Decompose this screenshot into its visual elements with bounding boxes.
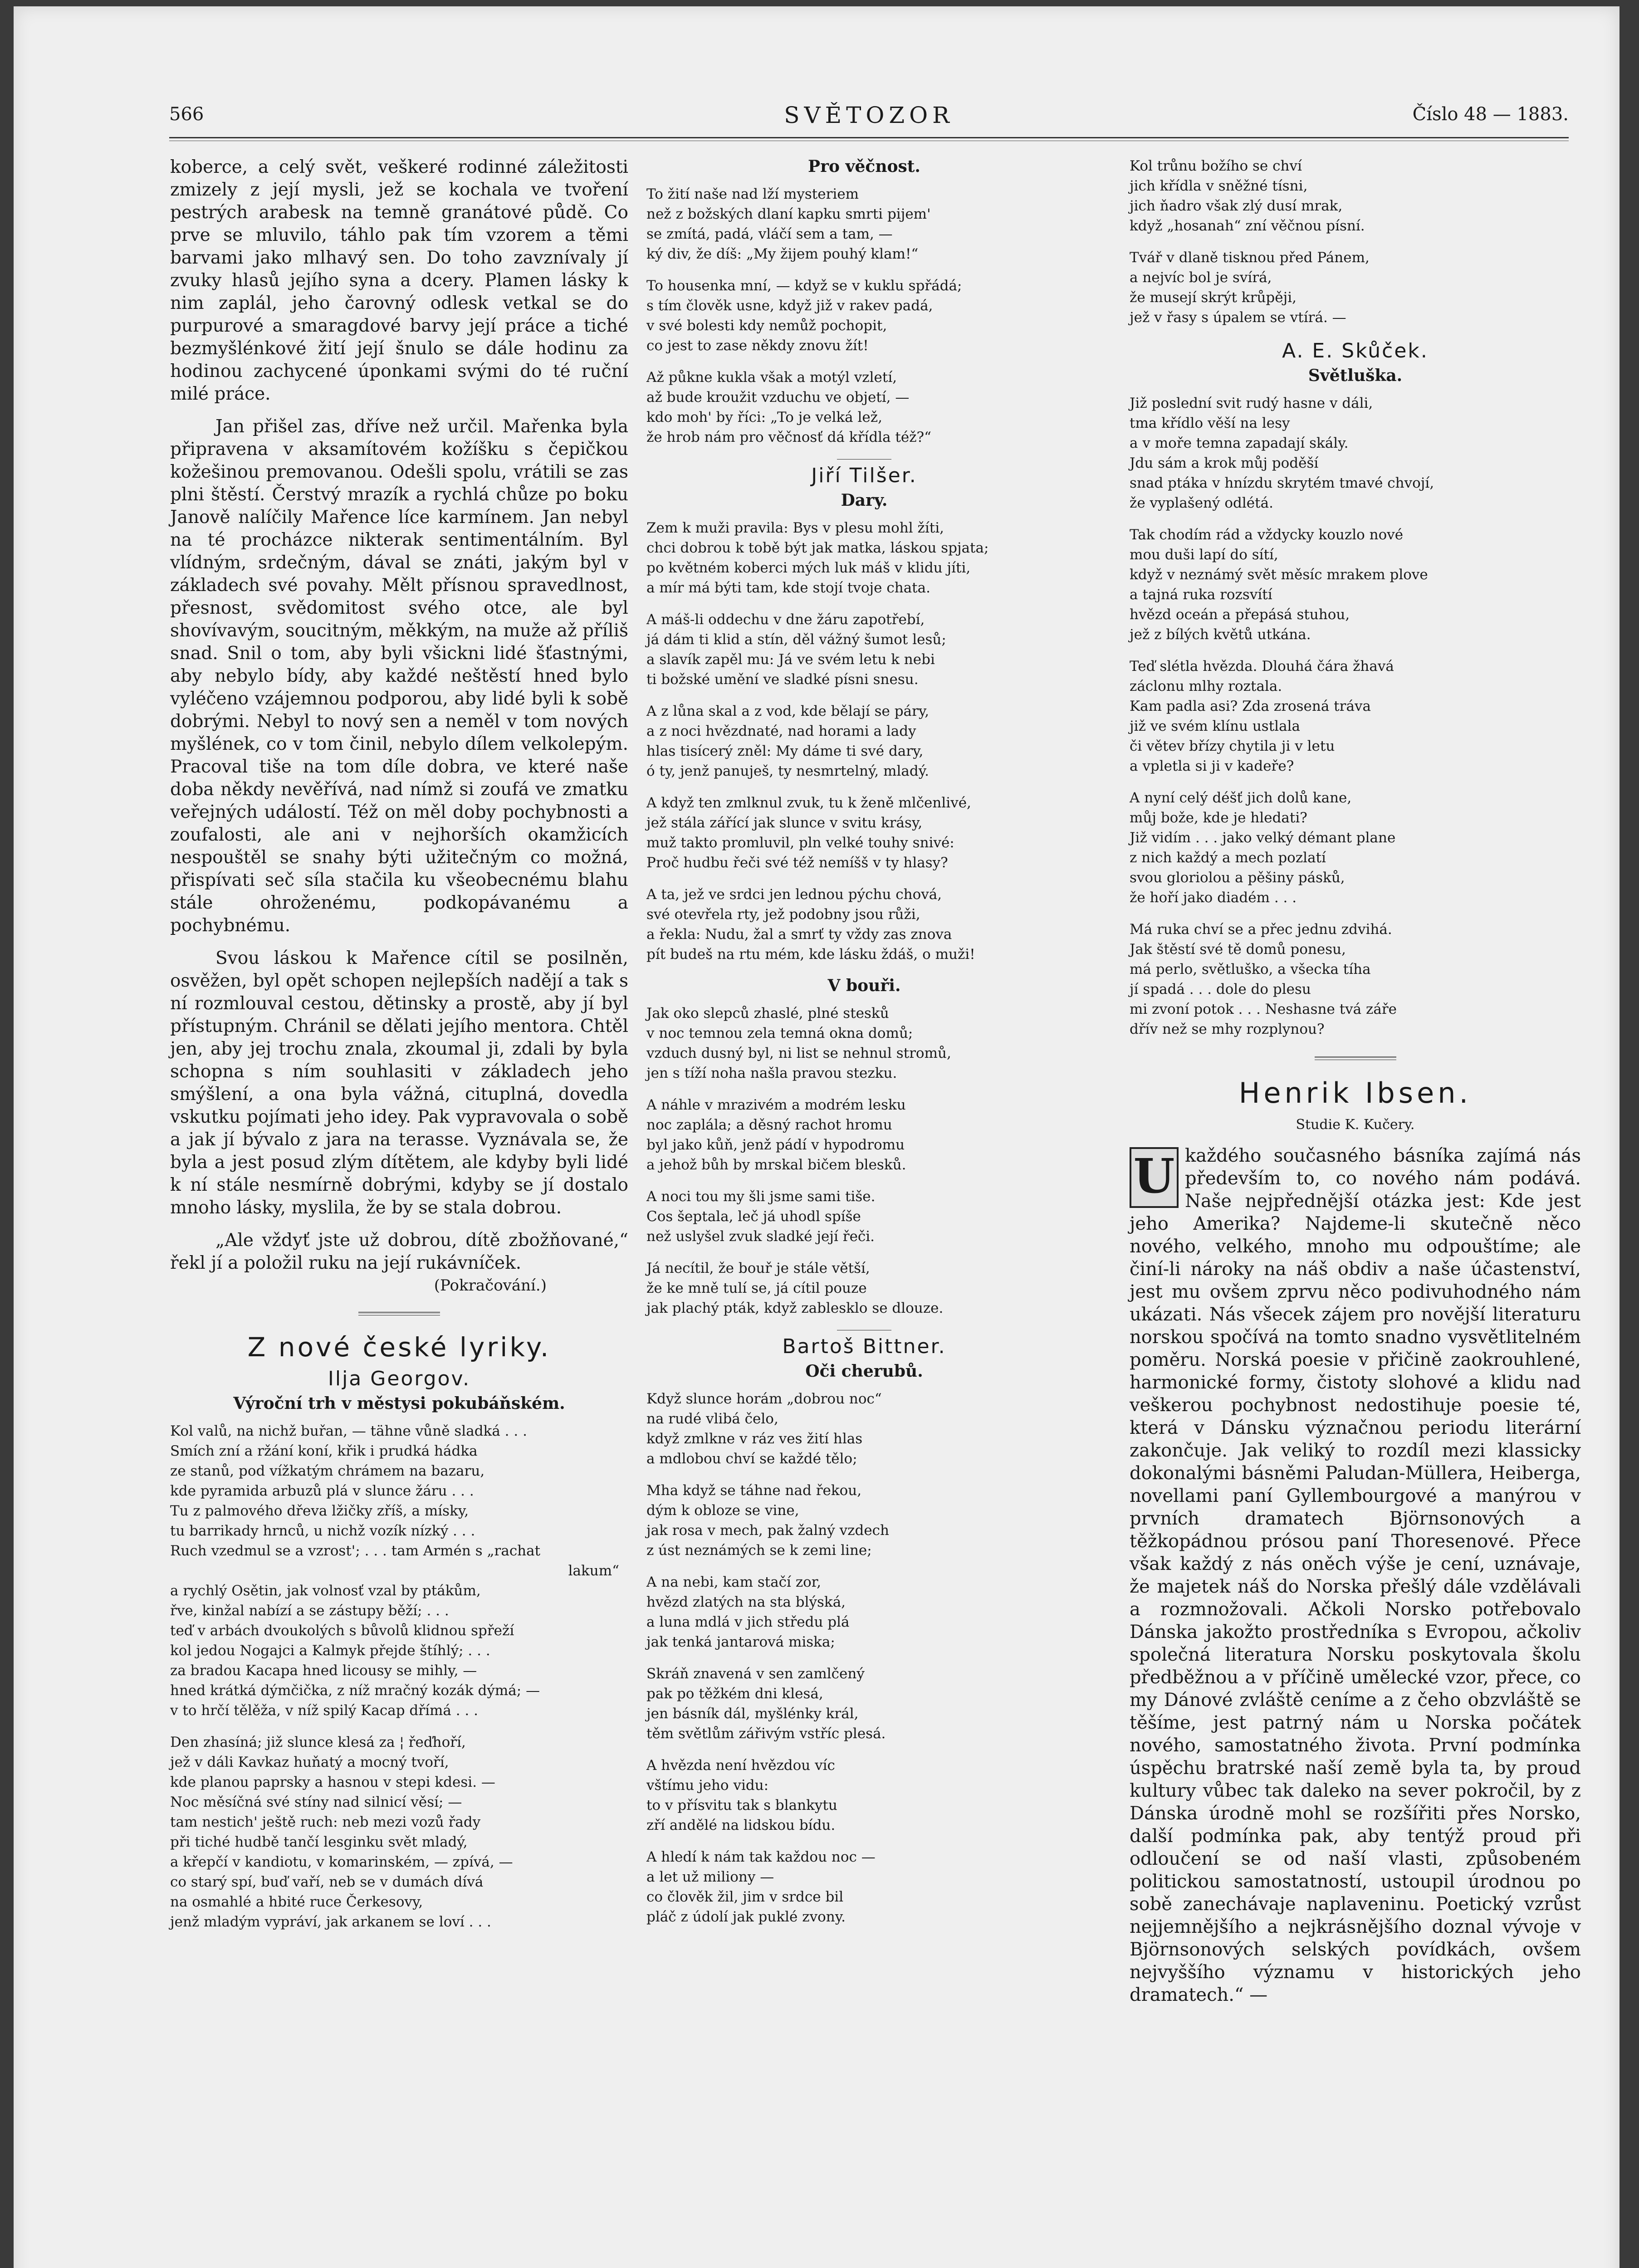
poem-line: A nyní celý déšť jich dolů kane,: [1130, 790, 1352, 806]
poem-line: hvězd zlatých na sta blýská,: [646, 1594, 846, 1610]
poem-line: těm světlům zářivým vstříc plesá.: [646, 1725, 886, 1742]
poem-line: na rudé vlibá čelo,: [646, 1411, 778, 1427]
poem-line: Mha když se táhne nad řekou,: [646, 1482, 862, 1499]
poem-line: a slavík zapěl mu: Já ve svém letu k nebi: [646, 651, 935, 668]
poem-line: A noci tou my šli jsme sami tiše.: [646, 1188, 876, 1205]
stanza: [646, 701, 1082, 781]
poem-line: když v neznámý svět měsíc mrakem plove: [1130, 567, 1428, 583]
stanza: [646, 1389, 1082, 1469]
stanza: [646, 610, 1082, 689]
poem-line: muž takto promluvil, pln velké touhy snivé:: [646, 835, 954, 851]
poem-line: kde pyramida arbuzů plá v slunce žáru . . .: [170, 1483, 474, 1499]
poem-line: co jest to zase někdy znovu žít!: [646, 337, 869, 354]
poem-line: a jehož bůh by mrskal bičem blesků.: [646, 1157, 906, 1173]
poem-line: Když slunce horám „dobrou noc“: [646, 1391, 882, 1407]
poem-line: pláč z údolí jak puklé zvony.: [646, 1909, 846, 1925]
poem-line: jich ňadro však zlý dusí mrak,: [1130, 198, 1343, 214]
poem-line: v to hrčí tělěža, v níž spilý Kacap dřímá . . .: [170, 1702, 478, 1719]
poem-svetluska: [1130, 393, 1581, 1039]
article-subtitle: Studie K. Kučery.: [1296, 1117, 1415, 1133]
article-title: Henrik Ibsen.: [1238, 1076, 1472, 1110]
poem-author: Ilja Georgov.: [328, 1367, 471, 1390]
poem-author: Jiří Tilšer.: [811, 464, 917, 487]
paragraph: „Ale vždyť jste už dobrou, dítě zbožňované,“ řekl jí a položil ruku na její rukávníček.: [170, 1230, 628, 1273]
stanza: [1130, 656, 1581, 776]
poem-line: když zmlkne v ráz ves žití hlas: [646, 1431, 863, 1447]
stanza: [646, 1258, 1082, 1318]
poem-line: mi zvoní potok . . . Neshasne tvá záře: [1130, 1001, 1397, 1017]
poem-line: že hrob nám pro věčnosť dá křídla též?“: [646, 429, 932, 445]
paragraph: Svou láskou k Mařence cítil se posilněn, osvěžen, byl opět schopen nejlepších nadějí a tak s ní rozmlouval cestou, dětinsky a prostě, aby jí byl přístupným. Chránil se dělati jejího mentora. Chtěl jen, aby jej trochu znala, zkoumal ji, zdali by byla schopna s ním souhlasiti v základech jeho smýšlení, a ona byla vážná, cituplná, dovedla vskutku pojímati jeho idey. Pak vypravovala o sobě a jak jí bývalo z jara na terasse. Vyznávala se, že byla a jest posud zlým dítětem, ale kdyby byli lidé k ní stále nesmírně dobrými, kdyby se jí dostalo mnoho lásky, myslila, že by se stala dobrou.: [170, 948, 628, 1218]
poem-line: Cos šeptala, leč já uhodl spíše: [646, 1208, 861, 1225]
poem-line: či větev břízy chytila ji v letu: [1130, 738, 1335, 754]
poem-line: A z lůna skal a z vod, kde bělají se páry,: [646, 703, 930, 719]
poem-line: záclonu mlhy roztala.: [1130, 678, 1282, 694]
stanza: [1130, 788, 1581, 908]
poem-line: Noc měsíčná své stíny nad silnicí věsí; —: [170, 1794, 462, 1810]
stanza: [1130, 393, 1581, 513]
poem-line: dým k obloze se vine,: [646, 1502, 799, 1519]
poem-line: pít budeš na rtu mém, kde lásku ždáš, o muži!: [646, 946, 975, 963]
poem-line: noc zaplála; a děsný rachot hromu: [646, 1117, 892, 1133]
stanza: [646, 1755, 1082, 1835]
poem-line: Den zhasíná; již slunce klesá za ¦ řeďhoří,: [170, 1734, 466, 1750]
poem-line: já dám ti klid a stín, děl vážný šumot lesů;: [646, 631, 946, 648]
poem-line: Kol trůnu božího se chví: [1130, 158, 1302, 174]
poem-line: Až půkne kukla však a motýl vzletí,: [646, 369, 897, 386]
stanza: [170, 1732, 628, 1932]
stanza: [646, 184, 1082, 264]
poem-line: a mdlobou chví se každé tělo;: [646, 1451, 857, 1467]
poem-line: svou gloriolou a pěšiny pásků,: [1130, 870, 1345, 886]
poem-line: jež v dáli Kavkaz huňatý a mocný tvoří,: [170, 1754, 449, 1770]
poem-line: jí spadá . . . dole do plesu: [1130, 981, 1311, 997]
poem-title: V bouři.: [827, 976, 901, 995]
poem-line: jen s tíží noha našla pravou stezku.: [646, 1065, 897, 1081]
poem-line: Jak oko slepců zhaslé, plné stesků: [646, 1005, 889, 1022]
poem-line: Skráň znavená v sen zamlčený: [646, 1666, 865, 1682]
poem-line: jak rosa v mech, pak žalný vzdech: [646, 1522, 889, 1539]
poem-line: a řekla: Nudu, žal a smrť ty vždy zas znova: [646, 926, 952, 943]
poem-line: a let už miliony —: [646, 1869, 774, 1885]
poem-line: jich křídla v sněžné tísni,: [1130, 178, 1308, 194]
section-divider: [358, 1312, 440, 1315]
stanza: [170, 1421, 628, 1721]
stanza: [646, 518, 1082, 598]
poem-line: v noc temnou zela temná okna domů;: [646, 1025, 913, 1041]
novel-continuation: [170, 156, 628, 1295]
poem-line: Proč hudbu řeči své též nemíšš v ty hlasy?: [646, 855, 948, 871]
poem-line: A náhle v mrazivém a modrém lesku: [646, 1097, 906, 1113]
poem-line: A hledí k nám tak každou noc —: [646, 1849, 876, 1865]
paragraph: koberce, a celý svět, veškeré rodinné záležitosti zmizely z její mysli, jež se kochala ve tvoření pestrých arabesk na temně granátové půdě. Co prve se mluvilo, táhlo pak tím vzorem a těmi barvami jako mlhavý sen. Do toho zavznívaly jí zvuky hlasů jejího syna a dcery. Plamen lásky k nim zaplál, jeho čarovný odlesk vetkal se do purpurové a smaragdové barvy její práce a tiché bezmyšlénkové žití její šnulo se dále hodinu za hodinou zachycené úponkami svými do té ruční milé práce.: [170, 157, 628, 404]
stanza: [646, 276, 1082, 356]
poem-line: teď v arbách dvoukolých s bůvolů klidnou spřeží: [170, 1623, 514, 1639]
poem-line: lakum“: [568, 1563, 619, 1579]
journal-title: SVĚTOZOR: [784, 102, 954, 128]
continued-note: (Pokračování.): [434, 1276, 547, 1295]
poem-line: již ve svém klínu ustlala: [1130, 718, 1300, 734]
poem-line: Ruch vzedmul se a vzrost'; . . . tam Armén s „rachat: [170, 1543, 541, 1559]
poem-line: můj bože, kde je hledati?: [1130, 810, 1307, 826]
poem-line: A když ten zmlknul zvuk, tu k ženě mlčenlivé,: [646, 795, 971, 811]
poem-line: Kol valů, na nichž buřan, — tähne vůně sladká . . .: [170, 1423, 527, 1439]
poem-line: v své bolesti kdy nemůž pochopit,: [646, 318, 887, 334]
article-paragraph: každého současného básníka zajímá nás především to, co nového nám podává. Naše nejpřednější otázka jest: Kde jest jeho Amerika? Najdeme-li skutečně něco nového, velkého, mnoho mu odpouštíme; ale činí-li nároky na náš obdiv a naše účastenství, jest mu ovšem zprvu něco podivuhodného nám ukázati. Nás všecek zájem pro novější literaturu norskou spočívá na tomto snadno vysvětlitelném poměru. Norská poesie v přičině zaokrouhlené, harmonické formy, čistoty slohové a klidu nad veškerou pochybnost nedostihuje poesie té, která v Dánsku význačnou periodu literární zakončuje. Jak veliký to rozdíl mezi klassicky dokonalými básněmi Paludan-Müllera, Heiberga, novellami paní Gyllembourgové a manýrou v prvních dramatech Björnsonových a těžkopádnou prósou paní Thoresenové. Přece však každý z nás oněch výše je cení, uznávaje, že majetek náš do Norska přešlý dále vzdělávali a rozmnožovali. Ačkoli Norsko potřebovalo Dánska jakožto prostředníka s Evropou, ačkoliv společná literatura Norsku poskytovala školu předběžnou a v příčině umělecké vzor, přece, co my Dánové zvláště ceníme a z čeho obzvláště se těšíme, jest patrný nám u Norska počátek nového, samostatného života. První podmínka úspěchu bratrské naší země byla ta, by proud kultury vůbec tak daleko na sever pokročil, by z Dánska úrodně mohl se rozšířiti přes Norsko, další podmínka pak, aby tentýž proud při odloučení se od naší vlasti, způsobeném politickou samostatností, ustoupil úrodnou po sobě zanechávaje naplaveninu. Poetický vzrůst nejjemnějšího a nejkrásnějšího doznal vývoje v Björnsonových selských povídkách, ovšem nejvyššího významu v historických jeho dramatech.“ —: [1130, 1145, 1581, 2005]
poem-line: Smích zní a ržání koní, křik i prudká hádka: [170, 1443, 478, 1459]
stanza: [1130, 525, 1581, 645]
poem-line: z úst neznámých se k zemi line;: [646, 1542, 872, 1559]
poem-dary: [646, 518, 1082, 964]
poem-line: Tvář v dlaně tisknou před Pánem,: [1130, 249, 1370, 266]
poem-line: má perlo, světluško, a všecka tíha: [1130, 961, 1371, 978]
poem-line: To housenka mní, — když se v kuklu spřádá;: [646, 278, 962, 294]
page-header: [169, 104, 1569, 127]
poem-line: kol jedou Nogajci a Kalmyk přejde štíhlý; . . .: [170, 1642, 490, 1659]
stanza: [646, 1095, 1082, 1175]
section-title: Z nové české lyriky.: [247, 1332, 551, 1363]
poem-vyrocni-trh: [170, 1421, 628, 1932]
poem-line: co člověk žil, jim v srdce bil: [646, 1889, 844, 1905]
poem-line: chci dobrou k tobě být jak matka, láskou spjata;: [646, 540, 989, 556]
poem-line: že ke mně tulí se, já cítil pouze: [646, 1280, 867, 1296]
column-left: [170, 156, 628, 1944]
poem-line: kdo moh' by říci: „To je velká lež,: [646, 409, 882, 425]
poem-line: své otevřela rty, jež podobny jsou růži,: [646, 906, 920, 923]
poem-line: Již poslední svit rudý hasne v dáli,: [1130, 395, 1373, 411]
poem-line: jak plachý pták, když zablesklo se dlouze.: [646, 1300, 944, 1316]
poem-line: se zmítá, padá, vláčí sem a tam, —: [646, 226, 893, 242]
poem-line: a tajná ruka rozsvítí: [1130, 587, 1272, 603]
poem-line: snad ptáka v hnízdu skrytém tmavé chvojí,: [1130, 475, 1434, 491]
poem-line: hlas tisícerý zněl: My dáme ti své dary,: [646, 743, 924, 759]
poem-line: Má ruka chví se a přec jednu zdvihá.: [1130, 921, 1392, 938]
poem-pro-vecnost: [646, 184, 1082, 447]
poem-line: A na nebi, kam stačí zor,: [646, 1574, 822, 1590]
poem-line: že vyplašený odlétá.: [1130, 495, 1273, 511]
stanza: [646, 1481, 1082, 1560]
stanza: [646, 885, 1082, 964]
section-divider: [1315, 1056, 1396, 1060]
poem-line: tu barrikady hrnců, u nichž vozík nízký . . .: [170, 1523, 475, 1539]
poem-line: a mír má býti tam, kde stojí tvoje chata.: [646, 580, 930, 596]
poem-line: a luna mdlá v jich středu plá: [646, 1614, 850, 1630]
poem-line: ký div, že díš: „My žijem pouhý klam!“: [646, 246, 919, 262]
poem-line: Teď slétla hvězda. Dlouhá čára žhavá: [1130, 658, 1394, 675]
poem-line: vštímu jeho vidu:: [646, 1777, 769, 1794]
poem-line: řve, kinžal nabízí a se zástupy běží; . . .: [170, 1603, 449, 1619]
stanza: [646, 1187, 1082, 1246]
poem-line: než z božských dlaní kapku smrti pijem': [646, 206, 931, 222]
poem-line: a nejvíc bol je svírá,: [1130, 269, 1272, 286]
poem-line: co starý spí, buď vaří, neb se v dumách dívá: [170, 1874, 484, 1890]
poem-line: pak po těžkém dni klesá,: [646, 1686, 823, 1702]
poem-line: A máš-li oddechu v dne žáru zapotřebí,: [646, 611, 925, 628]
poem-title: Výroční trh v městysi pokubáňském.: [233, 1394, 565, 1413]
poem-line: za bradou Kacapa hned licousy se mihly, —: [170, 1662, 477, 1679]
poem-line: když „hosanah“ zní věčnou písní.: [1130, 218, 1365, 234]
stanza: [646, 1003, 1082, 1083]
poem-line: při tiché hudbě tančí lesginku svět mladý,: [170, 1834, 468, 1850]
poem-line: ze stanů, pod vížkatým chrámem na bazaru,: [170, 1463, 485, 1479]
poem-line: že hoří jako diadém . . .: [1130, 890, 1297, 906]
poem-line: na osmahlé a hbité ruce Čerkesovy,: [170, 1894, 423, 1910]
poem-line: a v moře temna zapadají skály.: [1130, 435, 1349, 451]
poem-line: po květném koberci mých luk máš v klidu jíti,: [646, 560, 971, 576]
ornamental-initial: U: [1130, 1147, 1179, 1208]
stanza: [646, 1847, 1082, 1927]
stanza: [646, 1572, 1082, 1652]
poem-line: Zem k muži pravila: Bys v plesu mohl žíti,: [646, 520, 944, 536]
poem-title: Světluška.: [1308, 366, 1403, 385]
stanza: [1130, 248, 1581, 327]
poem-line: že musejí skrýt krůpěji,: [1130, 289, 1297, 306]
poem-line: jenž mladým vypráví, jak arkanem se loví . . .: [170, 1914, 491, 1930]
poem-line: dřív než se mhy rozplynou?: [1130, 1021, 1325, 1037]
poem-title: Dary.: [841, 491, 888, 510]
poem-line: To žití naše nad lží mysteriem: [646, 186, 859, 202]
paragraph: Jan přišel zas, dříve než určil. Mařenka byla připravena v aksamítovém kožíšku s čepičkou kožešinou premovanou. Odešli spolu, vrátili se zas plni štěstí. Čerstvý mrazík a rychlá chůze po boku Janově nalíčily Mařence líce karmínem. Jan nebyl na té procházce nikterak sentimentálním. Byl vlídným, srdečným, dával se znáti, jakým byl v základech své povahy. Mělt přísnou spravedlnost, přesnost, svědomitost svého otce, ale byl shovívavým, soucitným, měkkým, na muže až příliš snad. Snil o tom, aby byli všickni lidé šťastnými, aby nebylo bídy, aby každé neštěstí hned bylo vyléčeno vzájemnou podporou, aby lidé byli k sobě dobrými. Nebyl to nový sen a neměl v tom nových myšlének, co v tom činil, nebylo dílem velkolepým. Pracoval tiše na tom díle dobra, ve které naše doba někdy nevěřívá, nad nímž si zoufá ve zmatku veřejných událostí. Též on měl doby pochybnosti a zoufalosti, ale ani v nejhorších okamžicích nespouštěl se snahy býti užitečným co možná, přispívati seč síla stačila ku všeobecnému blahu stále ohroženému, podkopávanému a pochybnému.: [170, 416, 628, 936]
poem-line: mou duši lapí do sítí,: [1130, 547, 1278, 563]
poem-line: to v přísvitu tak s blankytu: [646, 1797, 837, 1813]
poem-line: Jak štěstí své tě domů ponesu,: [1130, 941, 1346, 958]
poem-line: jež z bílých květů utkána.: [1130, 626, 1311, 643]
poem-line: zří andělé na lidskou bídu.: [646, 1817, 836, 1833]
column-right: [1130, 156, 1581, 2006]
poem-line: jak tenká jantarová miska;: [646, 1634, 835, 1650]
poem-line: jen básník dál, myšlénky král,: [646, 1706, 859, 1722]
stanza: [646, 367, 1082, 447]
poem-line: než uslyšel zvuk sladké její řeči.: [646, 1228, 875, 1245]
poem-line: jež stála zářící jak slunce v svitu krásy,: [646, 815, 923, 831]
poem-title: Pro věčnost.: [808, 157, 920, 176]
poem-line: a křepčí v kandiotu, v komarinském, — zpívá, —: [170, 1854, 513, 1870]
poem-line: ti božské umění ve sladké písni snesu.: [646, 671, 919, 688]
poem-line: tma křídlo věší na lesy: [1130, 415, 1290, 431]
page-number: 566: [169, 104, 204, 125]
poem-line: a vpletla si ji v kadeře?: [1130, 758, 1294, 774]
poem-line: hvězd oceán a přepásá stuhou,: [1130, 606, 1350, 623]
column-middle: [646, 156, 1082, 1939]
poem-line: Tu z palmového dřeva lžičky zříš, a mísky,: [170, 1503, 469, 1519]
poem-line: Kam padla asi? Zda zrosená tráva: [1130, 698, 1371, 714]
poem-line: z nich každý a mech pozlatí: [1130, 850, 1326, 866]
poem-line: A ta, jež ve srdci jen lednou pýchu chová,: [646, 886, 942, 903]
poem-line: kde planou paprsky a hasnou v stepi kdesi. —: [170, 1774, 495, 1790]
poem-line: a rychlý Osětin, jak volnosť vzal by ptákům,: [170, 1583, 481, 1599]
poem-line: hned krátká dýmčička, z níž mračný kozák dýmá; —: [170, 1682, 540, 1699]
article-body: [1130, 1144, 1581, 2006]
issue-label: Číslo 48 — 1883.: [1412, 104, 1569, 125]
poem-line: jež v řasy s úpalem se vtírá. —: [1130, 309, 1346, 326]
poem-line: ó ty, jenž panuješ, ty nesmrtelný, mladý.: [646, 763, 929, 779]
poem-line: A hvězda není hvězdou víc: [646, 1757, 835, 1774]
header-rule: [169, 137, 1569, 138]
poem-line: Již vidím . . . jako velký démant plane: [1130, 830, 1396, 846]
poem-line: až bude kroužit vzduchu ve objetí, —: [646, 389, 910, 406]
poem-author: A. E. Skůček.: [1282, 339, 1429, 362]
poem-oci-continuation: [1130, 156, 1581, 327]
poem-v-bouri: [646, 1003, 1082, 1318]
stanza: [646, 793, 1082, 873]
poem-line: vzduch dusný byl, ni list se nehnul stromů,: [646, 1045, 951, 1061]
poem-author: Bartoš Bittner.: [782, 1335, 946, 1358]
poem-line: Jdu sám a krok můj poděší: [1130, 455, 1319, 471]
page-sheet: [14, 6, 1619, 2268]
stanza: [1130, 919, 1581, 1039]
poem-oci-cherubu: [646, 1389, 1082, 1927]
poem-line: s tím člověk usne, když již v rakev padá,: [646, 298, 933, 314]
poem-line: byl jako kůň, jenž pádí v hypodromu: [646, 1137, 905, 1153]
stanza: [646, 1664, 1082, 1744]
poem-title: Oči cherubů.: [805, 1362, 923, 1381]
poem-line: tam nestich' ještě ruch: neb mezi vozů řady: [170, 1814, 481, 1830]
poem-line: a z noci hvězdnaté, nad horami a lady: [646, 723, 916, 739]
poem-line: Tak chodím rád a vždycky kouzlo nové: [1130, 527, 1404, 543]
stanza: [1130, 156, 1581, 236]
poem-line: Já necítil, že bouř je stále větší,: [646, 1260, 870, 1276]
